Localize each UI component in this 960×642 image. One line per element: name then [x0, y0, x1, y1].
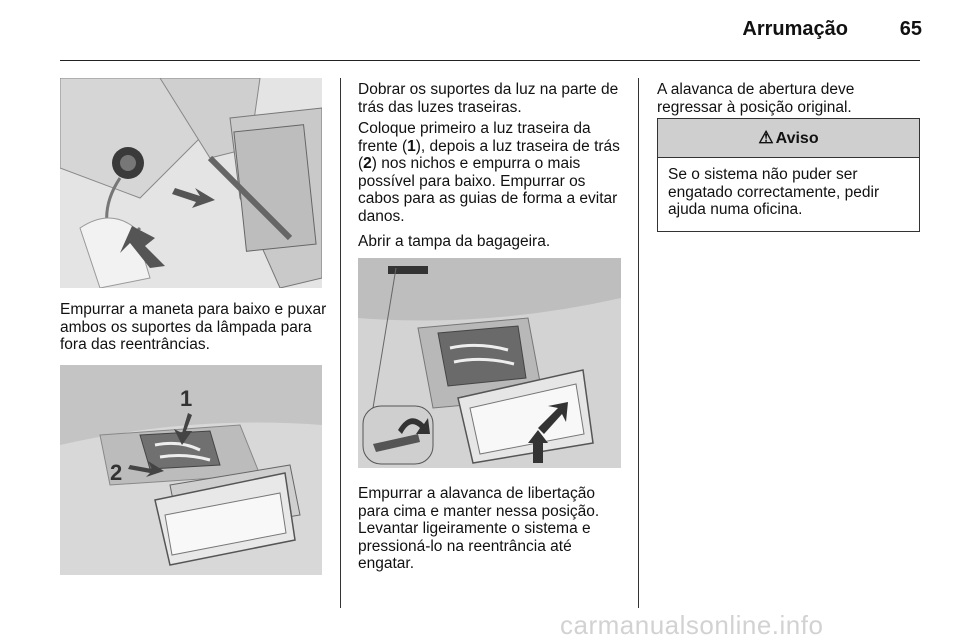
ref-number-1: 1: [407, 137, 416, 155]
ref-number-2: 2: [363, 155, 372, 172]
text-fragment: ) nos nichos e empurra o mais possível para baixo. Empurrar os cabos para as guias de forma a evitar danos.: [358, 155, 618, 225]
warning-icon: ⚠: [758, 128, 774, 147]
text-fragment: Coloque primeiro a luz traseira da frente (: [358, 120, 591, 155]
callout-label-1: 1: [180, 386, 193, 411]
paragraph-lever-return: A alavanca de abertura deve regressar à posição original.: [657, 81, 855, 116]
warning-box: [657, 118, 920, 232]
page-title: Arrumação: [742, 18, 848, 40]
paragraph-insert-lights: [358, 120, 630, 225]
warning-header: [658, 119, 919, 158]
callout-label-2: 2: [110, 460, 123, 485]
warning-text: Se o sistema não puder ser engatado correctamente, pedir ajuda numa oficina.: [668, 166, 880, 218]
paragraph-fold-supports: Dobrar os suportes da luz na parte de trás das luzes traseiras.: [358, 81, 619, 116]
page-number: 65: [899, 18, 922, 40]
watermark: carmanualsonline.info: [560, 610, 824, 640]
text-fragment: ), depois a luz traseira de trás (: [358, 137, 620, 172]
paragraph-open-tailgate: Abrir a tampa da bagageira.: [358, 233, 551, 250]
column-divider: [340, 78, 341, 608]
header-divider: [60, 60, 920, 61]
figure-caption: Empurrar a maneta para baixo e puxar ambos os suportes da lâmpada para fora das reentrâncias.: [60, 301, 327, 353]
figure-release-lever: [358, 258, 621, 468]
column-divider: [638, 78, 639, 608]
figure-lever-push: [60, 78, 322, 288]
warning-title: Aviso: [775, 130, 819, 147]
figure-caption: Empurrar a alavanca de libertação para cima e manter nessa posição. Levantar ligeiramente o sistema e pressioná-lo na reentrância até engatar.: [358, 485, 600, 572]
